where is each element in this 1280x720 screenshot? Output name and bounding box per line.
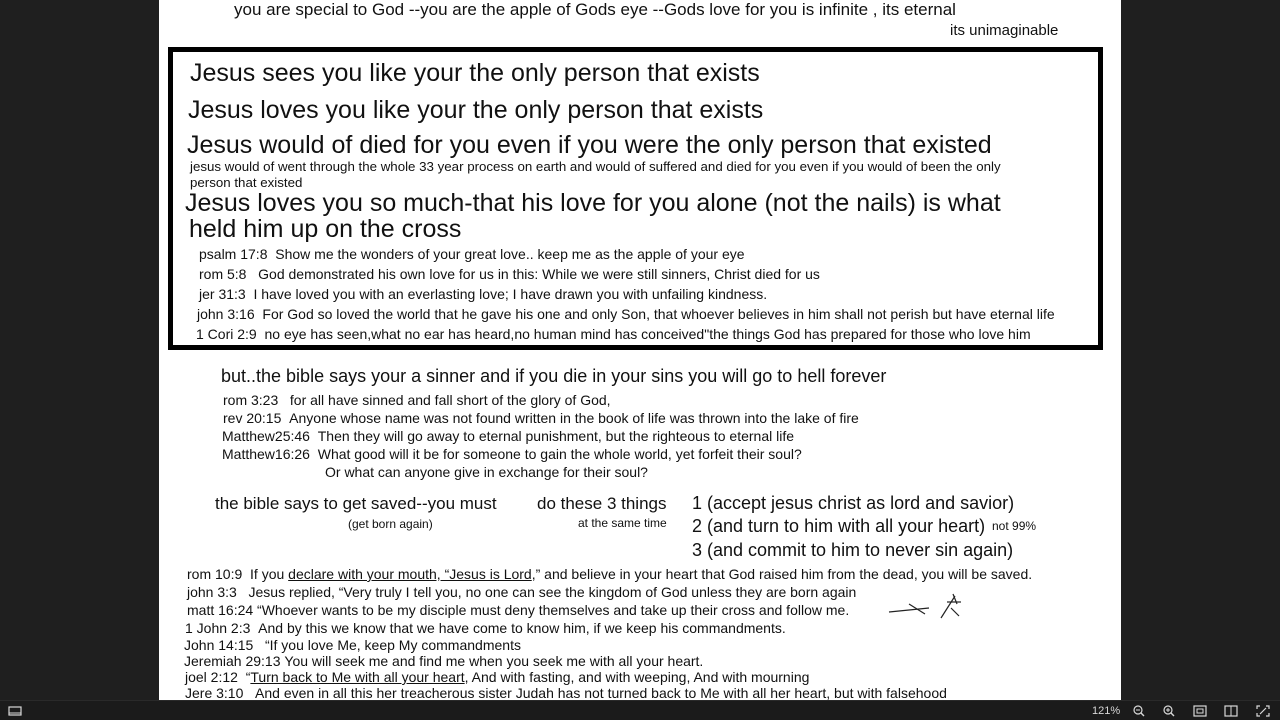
fullscreen-icon[interactable]: [1256, 703, 1270, 719]
verse-ref: Jeremiah 29:13: [184, 653, 281, 669]
verse-row: [187, 585, 856, 600]
verse-text: Then they will go away to eternal punishment, but the righteous to eternal life: [317, 428, 795, 444]
heading-loves: Jesus loves you like your the only person that exists: [188, 96, 764, 124]
verse-text: You will seek me and find me when you seek me with all your heart.: [284, 653, 704, 669]
verse-text: “: [245, 669, 251, 685]
document-page: [159, 0, 1121, 700]
verse-row: [199, 247, 745, 262]
verse-row: [184, 654, 703, 669]
verse-ref: matt 16:24: [187, 602, 254, 618]
verse-ref: rom 3:23: [223, 392, 279, 408]
verse-row: [197, 307, 1055, 322]
top-line-1: you are special to God --you are the apple of Gods eye --Gods love for you is infinite , its eternal: [234, 0, 956, 19]
verse-ref: john 3:16: [197, 306, 255, 322]
verse-text: “If you love Me, keep My commandments: [264, 637, 521, 653]
verse-text: What good will it be for someone to gain the whole world, yet forfeit their soul?: [317, 446, 802, 462]
step-2: 2 (and turn to him with all your heart): [692, 516, 986, 536]
verse-ref: John 14:15: [184, 637, 254, 653]
verse-row: [187, 567, 1032, 582]
verse-row: [185, 686, 947, 700]
verse-underlined: declare with your mouth, “Jesus is Lord: [288, 566, 532, 582]
verse-continuation: Or what can anyone give in exchange for their soul?: [325, 464, 648, 480]
verse-text: “Whoever wants to be my disciple must deny themselves and take up their cross and follow me.: [257, 602, 850, 618]
verse-ref: Matthew25:46: [222, 428, 310, 444]
verse-text: Anyone whose name was not found written in the book of life was thrown into the lake of fire: [289, 410, 859, 426]
fit-page-icon[interactable]: [1193, 703, 1207, 719]
verse-ref: 1 John 2:3: [185, 620, 251, 636]
verse-text: for all have sinned and fall short of the glory of God,: [289, 392, 611, 408]
verse-ref: rev 20:15: [223, 410, 282, 426]
heading-sees: Jesus sees you like your the only person that exists: [190, 59, 760, 87]
note-line-1: jesus would of went through the whole 33 year process on earth and would of suffered and died for you even if you would of been the only: [190, 159, 1001, 174]
step-1: 1 (accept jesus christ as lord and savior): [692, 493, 1015, 513]
heading-died: Jesus would of died for you even if you were the only person that existed: [187, 131, 992, 159]
verse-ref: rom 5:8: [199, 266, 247, 282]
verse-row: [184, 638, 521, 653]
verse-row: [199, 267, 820, 282]
verse-text-end: , And with fasting, and with weeping, And with mourning: [464, 669, 810, 685]
verse-text: If you: [250, 566, 289, 582]
verse-ref: psalm 17:8: [199, 246, 268, 262]
verse-row: [222, 429, 794, 444]
not-99-note: not 99%: [992, 519, 1037, 533]
heading-love-held-2: held him up on the cross: [189, 215, 462, 243]
verse-row: [185, 670, 809, 685]
verse-ref: jer 31:3: [199, 286, 246, 302]
two-page-icon[interactable]: [1224, 703, 1238, 719]
heading-love-held-1: Jesus loves you so much-that his love for you alone (not the nails) is what: [185, 189, 1001, 217]
verse-ref: john 3:3: [187, 584, 237, 600]
verse-text: For God so loved the world that he gave his one and only Son, that whoever believes in him shall not perish but have eternal life: [262, 306, 1055, 322]
verse-row: [196, 327, 1031, 342]
verse-text: God demonstrated his own love for us in this: While we were still sinners, Christ died for us: [258, 266, 820, 282]
verse-ref: Matthew16:26: [222, 446, 310, 462]
sinner-heading: but..the bible says your a sinner and if you die in your sins you will go to hell forever: [221, 366, 887, 386]
verse-ref: Jere 3:10: [185, 685, 244, 700]
verse-text-end: ,” and believe in your heart that God raised him from the dead, you will be saved.: [531, 566, 1033, 582]
verse-text: I have loved you with an everlasting love; I have drawn you with unfailing kindness.: [253, 286, 768, 302]
verse-row: [185, 621, 786, 636]
hand-drawn-cross-sketch: [887, 590, 973, 624]
note-line-2: person that existed: [190, 175, 303, 190]
verse-text: Show me the wonders of your great love.. keep me as the apple of your eye: [275, 246, 745, 262]
verse-text: no eye has seen,what no ear has heard,no human mind has conceived"the things God has prepared for those who love him: [264, 326, 1031, 342]
verse-underlined: Turn back to Me with all your heart: [250, 669, 465, 685]
status-bar: [0, 700, 1280, 720]
zoom-out-icon[interactable]: [1132, 703, 1146, 719]
same-time-note: at the same time: [578, 516, 667, 530]
verse-text: And even in all this her treacherous sister Judah has not turned back to Me with all her heart, but with falsehood: [255, 685, 947, 700]
verse-ref: joel 2:12: [185, 669, 238, 685]
step-3: 3 (and commit to him to never sin again): [692, 540, 1014, 560]
verse-text: And by this we know that we have come to know him, if we keep his commandments.: [258, 620, 786, 636]
layout-icon[interactable]: [8, 703, 22, 719]
verse-row: [222, 447, 802, 462]
zoom-in-icon[interactable]: [1162, 703, 1176, 719]
verse-row: [223, 411, 859, 426]
saved-lead: the bible says to get saved--you must: [215, 494, 497, 513]
verse-row: [199, 287, 767, 302]
verse-row: [223, 393, 611, 408]
zoom-level: 121%: [1092, 705, 1121, 717]
top-line-2: its unimaginable: [950, 22, 1059, 39]
verse-row: [187, 603, 849, 618]
saved-lead-2: do these 3 things: [537, 494, 667, 513]
verse-text: Jesus replied, “Very truly I tell you, no one can see the kingdom of God unless they are born again: [248, 584, 857, 600]
born-again-note: (get born again): [348, 517, 433, 531]
verse-ref: rom 10:9: [187, 566, 243, 582]
verse-ref: 1 Cori 2:9: [196, 326, 257, 342]
